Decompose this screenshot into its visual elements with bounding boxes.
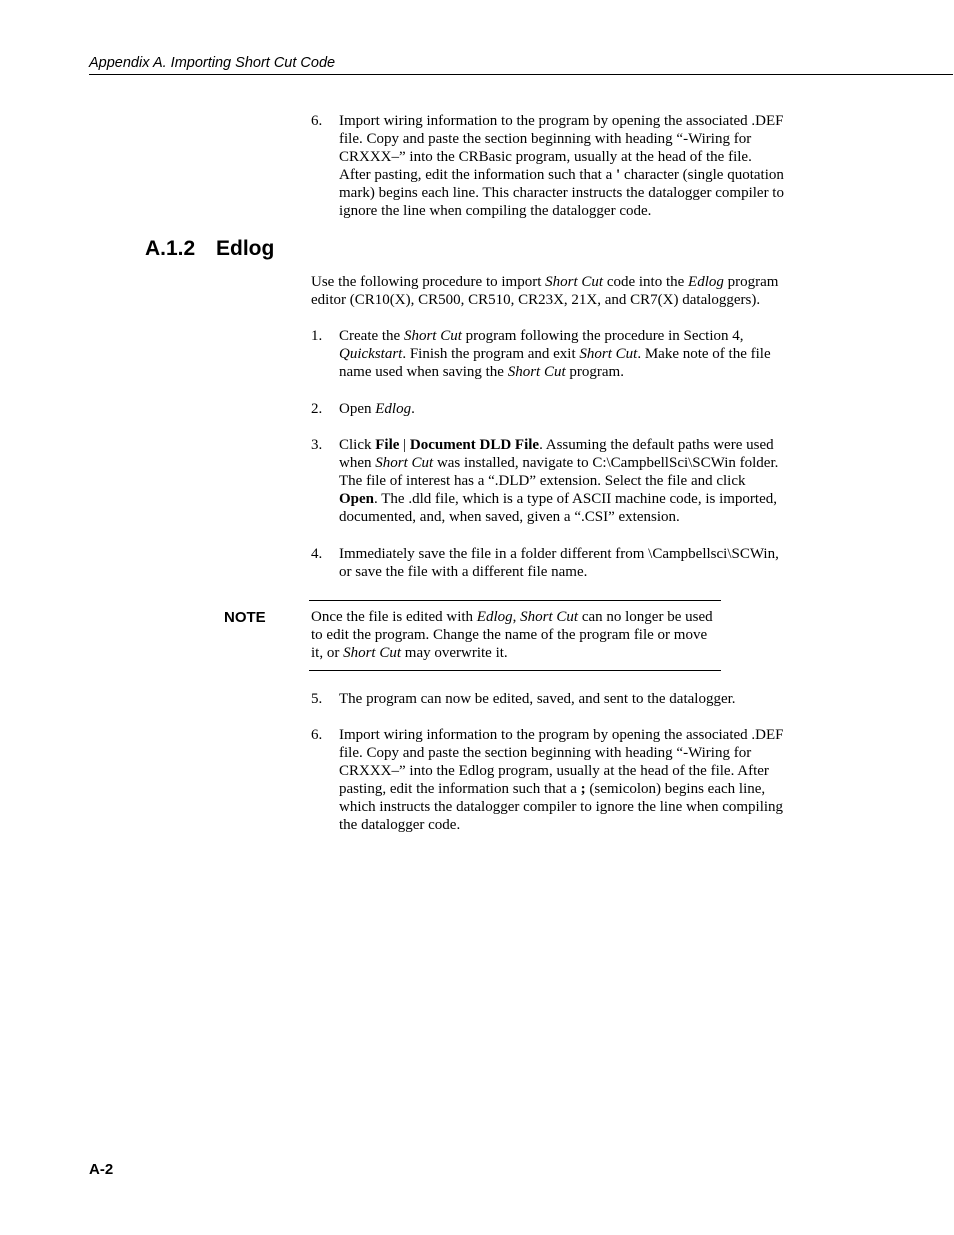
item-number: 6. [311, 113, 323, 129]
section-title: Edlog [216, 237, 275, 260]
item-text: Click File | Document DLD File. Assuming the default paths were used when Short Cut was installed, navigate to C:\CampbellSci\SCWin folder. The file of interest has a “.DLD” extension. Select the file and click Open. The .dld file, which is a type of ASCII machine code, is imported, documented, and, when saved, given a “.CSI” extension. [339, 437, 779, 525]
item-number: 5. [311, 691, 323, 707]
item-text: Immediately save the file in a folder different from \Campbellsci\SCWin, or save the file with a different file name. [339, 546, 779, 580]
list-item-step-1 [311, 327, 811, 381]
item-text: Open Edlog. [339, 401, 415, 417]
item-number: 1. [311, 328, 323, 344]
page-header: Appendix A. Importing Short Cut Code [89, 55, 953, 75]
list-item-step-4 [311, 545, 811, 581]
section-heading [145, 237, 274, 261]
item-number: 6. [311, 727, 323, 743]
list-item-step-6 [311, 726, 811, 834]
section-number: A.1.2 [145, 237, 196, 260]
item-number: 3. [311, 437, 323, 453]
item-number: 4. [311, 546, 323, 562]
item-text: Import wiring information to the program by opening the associated .DEF file. Copy and paste the section beginning with heading “-Wiring for CRXXX–” into the CRBasic program, usually at the head of the file. After pasting, edit the information such that a ' character (single quotation mark) begins each line. This character instructs the datalogger compiler to ignore the line when compiling the datalogger code. [339, 113, 784, 219]
item-text: Create the Short Cut program following the procedure in Section 4, Quickstart. Finish the program and exit Short Cut. Make note of the file name used when saving the Short Cut program. [339, 328, 771, 380]
item-text: The program can now be edited, saved, and sent to the datalogger. [339, 691, 736, 707]
page-number: A-2 [89, 1161, 114, 1178]
list-item-step-5 [311, 690, 811, 708]
item-number: 2. [311, 401, 323, 417]
note-label: NOTE [224, 609, 266, 626]
intro-paragraph: Use the following procedure to import Short Cut code into the Edlog program editor (CR10(X), CR500, CR510, CR23X, 21X, and CR7(X) dataloggers). [311, 274, 779, 308]
list-item-top-6 [311, 112, 811, 220]
note-text: Once the file is edited with Edlog, Short Cut can no longer be used to edit the program. Change the name of the program file or move it, or Short Cut may overwrite it. [311, 609, 713, 661]
list-item-step-3 [311, 436, 811, 526]
item-text: Import wiring information to the program by opening the associated .DEF file. Copy and paste the section beginning with heading “-Wiring for CRXXX–” into the Edlog program, usually at the head of the file. After pasting, edit the information such that a ; (semicolon) begins each line, which instructs the datalogger compiler to ignore the line when compiling the datalogger code. [339, 727, 784, 833]
list-item-step-2 [311, 400, 811, 418]
